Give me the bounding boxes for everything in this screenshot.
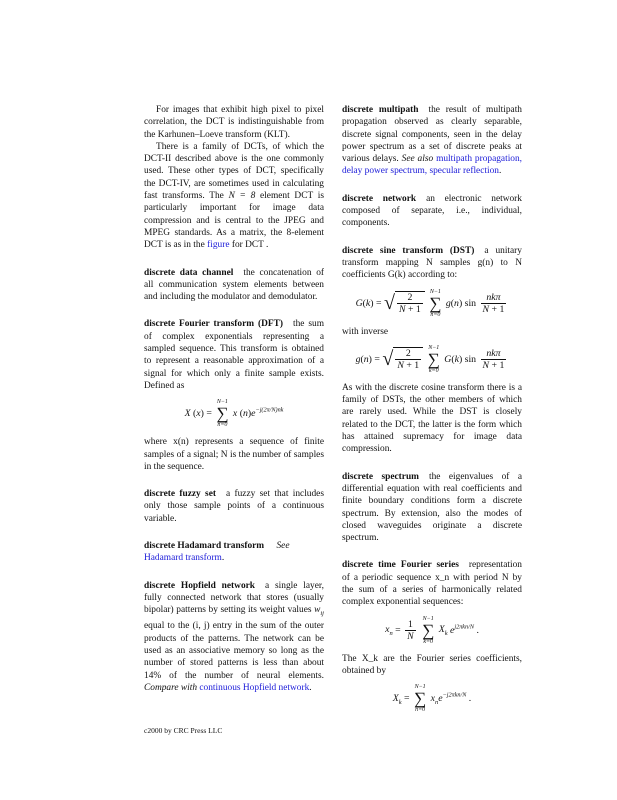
- entry-discrete-time-fourier-series: [342, 559, 522, 714]
- entry-term: discrete multipath: [342, 105, 419, 115]
- dft-after-text: where x(n) represents a sequence of finite samples of a signal; N is the number of samples in the sequence.: [144, 437, 324, 472]
- figure-link[interactable]: figure: [207, 240, 230, 251]
- dst-after-text: As with the discrete cosine transform there is a family of DSTs, the other members of which are rarely used. While the DST is closely related to the DCT, the latter is the form which has attained supremacy for image data compression.: [342, 382, 522, 455]
- dtfs-after-text: The X_k are the Fourier series coefficients, obtained by: [342, 653, 522, 676]
- left-column: [144, 104, 324, 694]
- equation-dtfs: $x_n$ = $\frac{1}{N}$ N−1 ∑ k=0 $X_k$ $e^{j2\pi kn/N}$ .: [385, 615, 479, 645]
- copyright-footer: c2000 by CRC Press LLC: [144, 726, 223, 735]
- entry-definition: the concatenation of all communication system elements between and including the modulator and demodulator.: [144, 267, 324, 303]
- hadamard-transform-link[interactable]: Hadamard transform: [144, 553, 222, 564]
- weight-subscript: ij: [320, 610, 324, 618]
- entry-discrete-network: [342, 193, 522, 230]
- entry-dst: [342, 245, 522, 456]
- intro-paragraph-2: [144, 141, 324, 252]
- entry-definition: the sum of complex exponentials representing a sampled sequence. This transform is obtained to represent a reasonable approximation of a signal for which only a finite sample exists. Defined as: [144, 319, 324, 391]
- weight-symbol: w: [314, 605, 321, 616]
- entry-term: discrete network: [342, 193, 417, 204]
- period: .: [498, 166, 502, 177]
- equation-dtfs-coefficients: $X_k$ = N−1 ∑ n=0 $x_ne^{-j2\pi kn/N}$ .: [392, 684, 472, 714]
- entry-discrete-multipath: [342, 104, 522, 178]
- intro-text-a: There is a family of DCTs, of which the DCT-II described above is the one commonly used. These other types of DCT, specifically the DCT-IV, are sometimes used in calculating fast transforms. The: [144, 141, 324, 202]
- intro-text-b: element DCT is particularly important for image data compression and is central to the JPEG and MPEG standards. As a matrix, the 8-element DCT is as in the: [144, 191, 324, 251]
- entry-discrete-hopfield-network: [144, 580, 324, 695]
- entry-discrete-fuzzy-set: [144, 488, 324, 525]
- entry-dft: [144, 318, 324, 473]
- period: .: [221, 553, 225, 564]
- period: .: [309, 682, 312, 693]
- intro-text-c: for DCT .: [229, 240, 269, 251]
- entry-discrete-spectrum: [342, 471, 522, 545]
- compare-label: Compare with: [144, 682, 198, 693]
- see-label: See: [276, 541, 290, 552]
- entry-discrete-hadamard-transform: [144, 540, 324, 565]
- entry-definition: the result of multipath propagation observed as clearly separable, discrete signal components, seen in the delay power spectrum as a set of discrete peaks at various delays.: [342, 105, 522, 165]
- entry-definition-a: a single layer, fully connected network that stores (usually bipolar) patterns by setting its weight values: [144, 580, 324, 616]
- continuous-hopfield-link[interactable]: continuous Hopfield network: [199, 682, 310, 693]
- entry-term: discrete fuzzy set: [144, 489, 216, 500]
- entry-definition: representation of a periodic sequence x_n with period N by the sum of a series of harmonically related complex exponential sequences:: [342, 560, 522, 608]
- equation-dst: G(k) = √ $\frac{2}{N + 1}$ N−1 ∑ n=0 g(n) sin $\frac{\text{nkπ}}{N + 1}$: [355, 288, 505, 318]
- equation-dst-inverse: g(n) = √ $\frac{2}{N + 1}$ N−1 ∑ k=0 G(k) sin $\frac{\text{nkπ}}{N + 1}$: [355, 344, 505, 374]
- entry-term: discrete sine transform (DST): [342, 245, 475, 256]
- entry-definition: a fuzzy set that includes only those sample points of a continuous variable.: [144, 489, 324, 524]
- see-also-label: See also: [401, 154, 434, 165]
- entry-definition-b: equal to the (i, j) entry in the sum of the outer products of the patterns. The network can be used as an associative memory so long as the number of stored patterns is less than about 14% of the number of neural elements.: [144, 621, 324, 681]
- entry-definition: an electronic network composed of separate, i.e., individual, components.: [342, 193, 522, 229]
- entry-term: discrete time Fourier series: [342, 560, 459, 571]
- entry-term: discrete spectrum: [342, 471, 419, 482]
- entry-term: discrete data channel: [144, 267, 234, 278]
- inline-equation: N = 8: [228, 191, 256, 202]
- entry-term: discrete Hadamard transform: [144, 541, 265, 552]
- intro-paragraph-1: For images that exhibit high pixel to pixel correlation, the DCT is indistinguishable from the Karhunen–Loeve transform (KLT).: [144, 105, 324, 140]
- multipath-links[interactable]: multipath propagation, delay power spectrum, specular reflection: [342, 154, 523, 177]
- entry-definition: a unitary transform mapping N samples g(n) to N coefficients G(k) according to:: [342, 245, 522, 281]
- dst-inverse-label: with inverse: [342, 326, 389, 337]
- right-column: [342, 104, 522, 721]
- entry-definition: the eigenvalues of a differential equation with real coefficients and finite boundary conditions form a discrete spectrum. By extension, also the modes of closed waveguides originate a discrete spectrum.: [342, 471, 522, 544]
- entry-discrete-data-channel: [144, 267, 324, 304]
- equation-dft: X (x) = N−1 ∑ n=0 x $(n)e^{-j(2\pi/N)nk}$: [184, 399, 284, 429]
- entry-term: discrete Hopfield network: [144, 580, 256, 591]
- entry-term: discrete Fourier transform (DFT): [144, 319, 283, 330]
